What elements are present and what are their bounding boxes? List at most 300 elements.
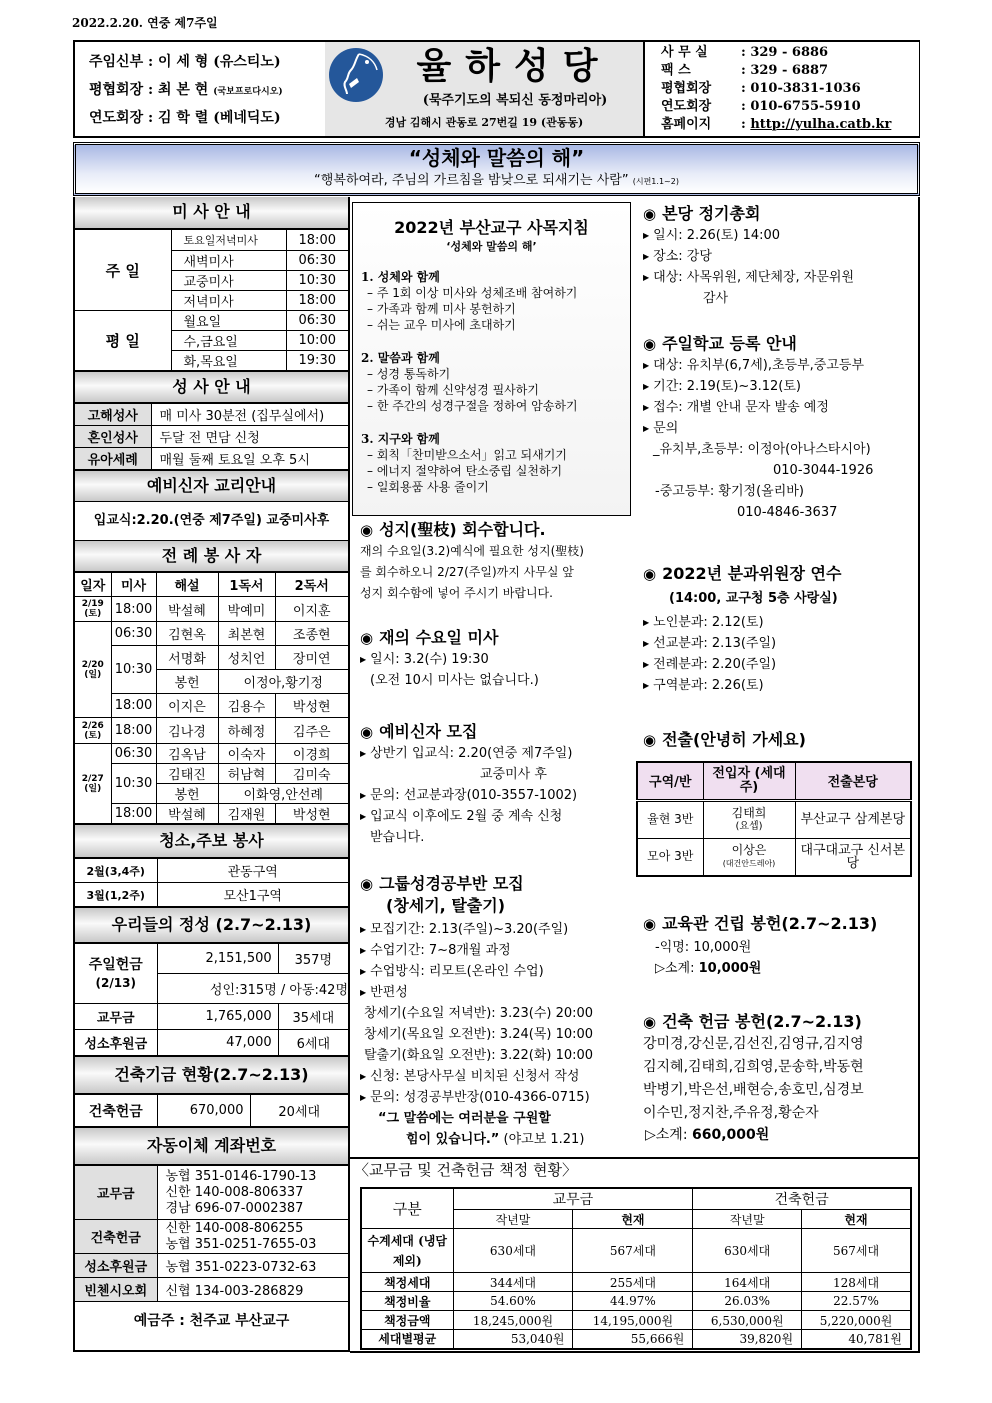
mass-schedule-table [75, 229, 348, 371]
assembly-line [643, 267, 915, 288]
subtotal-label: 소계: [665, 961, 695, 976]
assembly-line: 감사 [703, 291, 729, 306]
education-hall-title [643, 913, 915, 935]
mass-time: 18:00 [286, 230, 348, 251]
sunday-label: 주 일 [75, 230, 171, 311]
training-text: 노인분과: 2.12(토) [653, 615, 764, 630]
account-number: 농협 351-0223-0732-63 [157, 1254, 348, 1278]
left-column [73, 197, 350, 1352]
donor-names: 박병기,박은선,배현승,송호민,심경보 [643, 1082, 864, 1098]
mass-name: 수,금요일 [171, 331, 286, 351]
mass-time: 10:00 [286, 331, 348, 351]
circle-dot-icon: ◉ [360, 875, 374, 893]
liturgy-servers-table [75, 572, 348, 824]
sunday-collection-amount: 2,151,500 [157, 944, 278, 974]
triangle-bullet-icon: ▶ [643, 231, 650, 240]
cell-value: 567세대 [802, 1229, 911, 1273]
cell-value: 18,245,000원 [453, 1311, 573, 1330]
bible-line [360, 1066, 632, 1087]
church-address: 경남 김해시 관동로 27번길 19 (관동동) [384, 116, 584, 129]
col-current: 현재 [573, 1210, 693, 1229]
assembly-line [643, 225, 915, 246]
offering-amount: 1,765,000 [157, 1004, 278, 1030]
account-number: 농협 351-0251-7655-03 [165, 1236, 317, 1252]
moveout-member [703, 800, 795, 838]
homepage-row: 홈페이지 : http://yulha.catb.kr [661, 117, 892, 132]
cleaning-heading: 청소,주보 봉사 [75, 824, 348, 858]
triangle-bullet-icon: ▶ [643, 618, 650, 627]
offerings-heading: 우리들의 정성 (2.7~2.13) [75, 907, 348, 943]
recruit-line: 교중미사 후 [480, 767, 547, 782]
server-name: 김나경 [156, 718, 218, 744]
mass-time: 06:30 [111, 622, 156, 646]
circle-dot-icon: ◉ [643, 565, 657, 583]
church-subtitle: (묵주기도의 복되신 동정마리아) [422, 93, 608, 108]
date-cell: 2/26 (토) [75, 718, 111, 744]
auto-transfer-heading: 자동이체 계좌번호 [75, 1127, 348, 1165]
plan-item: – 가족이 함께 신약성경 필사하기 [367, 383, 539, 397]
bible-line [360, 961, 632, 982]
date-cell: 2/27 (일) [75, 744, 111, 824]
server-name: 김옥남 [156, 744, 218, 764]
cell-value: 22.57% [802, 1292, 911, 1311]
plan-item: – 회칙「찬미받으소서」읽고 되새기기 [367, 448, 567, 462]
liturgy-servers-heading: 전 례 봉 사 자 [75, 540, 348, 572]
cell-value: 5,220,000원 [802, 1311, 911, 1330]
server-name: 이지은 [156, 694, 218, 718]
account-number: 신협 134-003-286829 [157, 1278, 348, 1302]
server-name: 김태진 [156, 764, 218, 784]
triangle-bullet-icon: ▶ [643, 403, 650, 412]
subtotal-value: 10,000원 [698, 961, 762, 976]
building-fund-amount: 670,000 [157, 1095, 250, 1127]
cell-value: 344세대 [453, 1273, 573, 1292]
pastoral-plan-subtitle: ‘성체와 말씀의 해’ [446, 240, 537, 253]
moveout-title-row [643, 729, 915, 751]
contact-label: 연도회장 [661, 99, 712, 114]
sunday-collection-text: 주일헌금 [88, 956, 143, 973]
education-hall-title-text: 교육관 건립 봉헌(2.7~2.13) [662, 914, 878, 933]
building-donation-notice [643, 1011, 915, 1146]
recruit-text: 상반기 입교식: 2.20(연중 제7주일) [370, 746, 573, 761]
contact-value: 010-6755-5910 [750, 99, 861, 114]
sacrament-desc: 매월 둘째 토요일 오후 5시 [151, 448, 348, 470]
play-triangle-icon: ▷ [655, 961, 665, 976]
sunday-school-notice [643, 333, 915, 523]
member-baptism-name: (대건안드레아) [722, 858, 776, 868]
triangle-bullet-icon: ▶ [360, 812, 367, 821]
col-last-year: 작년말 [693, 1210, 802, 1229]
cleaning-area: 모산1구역 [157, 883, 348, 907]
triangle-bullet-icon: ▶ [360, 988, 367, 997]
contact-label: 사 무 실 [661, 45, 708, 60]
cell-value: 26.03% [693, 1292, 802, 1311]
col-commentator: 해설 [156, 573, 218, 597]
training-subtitle: (14:00, 교구청 5층 사랑실) [669, 591, 838, 606]
sacrament-name: 유아세례 [75, 448, 151, 470]
mass-time: 06:30 [286, 251, 348, 271]
education-hall-notice [643, 913, 915, 979]
bible-quote-text: 힘이 있습니다.” [406, 1132, 500, 1147]
mass-name: 화,목요일 [171, 351, 286, 371]
moveout-table [636, 761, 912, 877]
circle-dot-icon: ◉ [360, 629, 374, 647]
theme-subtitle [76, 171, 917, 192]
cell-value: 40,781원 [802, 1330, 911, 1349]
col-group-diocese-dues: 교무금 [453, 1188, 693, 1210]
row-label: 책정금액 [361, 1311, 453, 1330]
training-line [643, 675, 915, 696]
assessment-section [350, 1157, 920, 1353]
server-name: 김주은 [275, 718, 348, 744]
plan-item: – 에너지 절약하여 탄소중립 실천하기 [367, 464, 563, 478]
bible-quote-line2 [360, 1129, 632, 1150]
server-name: 김재원 [218, 804, 275, 824]
triangle-bullet-icon: ▶ [360, 925, 367, 934]
triangle-bullet-icon: ▶ [643, 273, 650, 282]
offering-name: 성소후원금 [75, 1030, 157, 1056]
donor-names: 김지혜,김태희,김희영,문송학,박동현 [643, 1059, 864, 1075]
building-fund-name: 건축헌금 [75, 1095, 157, 1127]
recruit-title-text: 예비신자 모집 [379, 722, 478, 741]
offering-amount: 47,000 [157, 1030, 278, 1056]
triangle-bullet-icon: ▶ [643, 252, 650, 261]
moveout-area: 모아 3반 [637, 838, 703, 876]
contact-label: 팩 스 [661, 63, 691, 78]
server-name: 하혜정 [218, 718, 275, 744]
offering-count: 6세대 [278, 1030, 348, 1056]
triangle-bullet-icon: ▶ [360, 946, 367, 955]
plan-item: – 성경 통독하기 [367, 367, 451, 381]
offertory-names: 이정아,황기정 [218, 670, 348, 694]
training-text: 선교분과: 2.13(주일) [653, 636, 777, 651]
moveout-member [703, 838, 795, 876]
mass-time: 10:30 [111, 646, 156, 694]
server-name: 최본현 [218, 622, 275, 646]
sunday-school-phone: 010-3044-1926 [773, 463, 874, 478]
palm-title [360, 519, 632, 541]
mass-time: 18:00 [286, 291, 348, 311]
weekday-label: 평 일 [75, 311, 171, 371]
training-text: 구역분과: 2.26(토) [653, 678, 764, 693]
cell-value: 630세대 [693, 1229, 802, 1273]
triangle-bullet-icon: ▶ [643, 639, 650, 648]
offertory-label: 봉헌 [156, 784, 218, 804]
recruit-line [360, 743, 632, 764]
bible-text: 모집기간: 2.13(주일)~3.20(주일) [370, 922, 569, 937]
triangle-bullet-icon: ▶ [360, 1093, 367, 1102]
issue-date: 2022.2.20. 연중 제7주일 [72, 16, 218, 30]
server-name: 성치언 [218, 646, 275, 670]
right-column [635, 197, 920, 1157]
sunday-collection-label [75, 944, 157, 1004]
server-name: 조종현 [275, 622, 348, 646]
account-numbers [157, 1166, 348, 1220]
recruit-line [360, 806, 632, 827]
offertory-label: 봉헌 [156, 670, 218, 694]
catechumen-recruit-notice [360, 721, 632, 848]
council-president-baptism-name: (국보프로다시오) [213, 87, 283, 97]
cleaning-table [75, 858, 348, 907]
assembly-title [643, 203, 915, 225]
account-purpose: 교무금 [75, 1166, 157, 1220]
row-label: 책정세대 [361, 1273, 453, 1292]
offerings-table [75, 943, 348, 1056]
building-fund-count: 20세대 [250, 1095, 348, 1127]
donor-names: 강미경,강신문,김선진,김영규,김지영 [643, 1036, 864, 1052]
pastor-label: 주임신부 : 이 세 형 [89, 54, 209, 70]
mass-guide-heading: 미 사 안 내 [75, 197, 348, 229]
cell-value: 567세대 [573, 1229, 693, 1273]
row-label: 수계세대 (냉담제외) [361, 1229, 453, 1273]
sunday-school-text: 대상: 유치부(6,7세),초등부,중고등부 [653, 358, 865, 373]
palm-notice [360, 519, 632, 604]
attendance-breakdown: 성인:315명 / 아동:42명 [157, 974, 348, 1004]
account-purpose: 건축헌금 [75, 1220, 157, 1254]
training-notice [643, 563, 915, 696]
bible-title [360, 873, 632, 895]
col-mass: 미사 [111, 573, 156, 597]
triangle-bullet-icon: ▶ [643, 382, 650, 391]
contact-value: 329 - 6887 [750, 63, 829, 78]
row-label: 세대별평균 [361, 1330, 453, 1349]
funeral-president-row [89, 106, 325, 134]
mass-time: 10:30 [111, 764, 156, 804]
triangle-bullet-icon: ▶ [643, 660, 650, 669]
bible-text: 문의: 성경공부반장(010-4366-0715) [370, 1090, 590, 1105]
triangle-bullet-icon: ▶ [360, 749, 367, 758]
building-fund-table [75, 1094, 348, 1127]
ash-wednesday-note: (오전 10시 미사는 없습니다.) [370, 673, 539, 688]
triangle-bullet-icon: ▶ [360, 655, 367, 664]
assembly-text: 대상: 사목위원, 제단체장, 자문위원 [653, 270, 855, 285]
bible-quote-ref: (야고보 1.21) [503, 1132, 585, 1147]
col-parish: 전출본당 [795, 762, 911, 800]
sacrament-desc: 매 미사 30분전 (집무실에서) [151, 404, 348, 426]
ash-wednesday-notice [360, 627, 632, 691]
circle-dot-icon: ◉ [643, 205, 657, 223]
palm-line: 성지 회수함에 넣어 주시기 바랍니다. [360, 586, 553, 600]
funeral-president-baptism-name: (베네딕도) [213, 110, 281, 126]
catechumen-guide-heading: 예비신자 교리안내 [75, 470, 348, 502]
col-reader1: 1독서 [218, 573, 275, 597]
cell-value: 44.97% [573, 1292, 693, 1311]
plan-item: – 일회용품 사용 줄이기 [367, 480, 489, 494]
bible-line [360, 940, 632, 961]
circle-dot-icon: ◉ [643, 731, 657, 749]
account-number: 농협 351-0146-1790-13 [165, 1168, 317, 1184]
bible-line [360, 982, 632, 1003]
col-category: 구분 [361, 1188, 453, 1229]
sunday-school-text: 기간: 2.19(토)~3.12(토) [653, 379, 801, 394]
council-president-row [89, 78, 325, 106]
col-date: 일자 [75, 573, 111, 597]
server-name: 김현옥 [156, 622, 218, 646]
cell-value: 6,530,000원 [693, 1311, 802, 1330]
homepage-link[interactable]: http://yulha.catb.kr [750, 117, 892, 132]
server-name: 장미연 [275, 646, 348, 670]
building-fund-heading: 건축기금 현황(2.7~2.13) [75, 1056, 348, 1094]
building-donation-subtotal [643, 1125, 915, 1146]
server-name: 박설혜 [156, 804, 218, 824]
plan-item: – 한 주간의 성경구절을 정하여 암송하기 [367, 399, 578, 413]
training-title-text: 2022년 분과위원장 연수 [662, 564, 842, 583]
mass-time: 18:00 [111, 804, 156, 824]
assembly-text: 일시: 2.26(토) 14:00 [653, 228, 781, 243]
sacrament-desc: 두달 전 면담 신청 [151, 426, 348, 448]
server-name: 이숙자 [218, 744, 275, 764]
ash-wednesday-line [360, 649, 632, 670]
triangle-bullet-icon: ▶ [643, 424, 650, 433]
mass-time: 06:30 [286, 311, 348, 331]
cell-value: 630세대 [453, 1229, 573, 1273]
church-name: 율하성당 [416, 46, 612, 87]
cell-value: 53,040원 [453, 1330, 573, 1349]
bible-text: 신청: 본당사무실 비치된 신청서 작성 [370, 1069, 580, 1084]
bible-class: 창세기(목요일 오전반): 3.24(목) 10:00 [364, 1027, 594, 1042]
council-phone-row: 평협회장 : 010-3831-1036 [661, 81, 861, 96]
sunday-attendance: 357명 [278, 944, 348, 974]
col-reader2: 2독서 [275, 573, 348, 597]
bible-class: 창세기(수요일 저녁반): 3.23(수) 20:00 [364, 1006, 594, 1021]
col-last-year: 작년말 [453, 1210, 573, 1229]
date-cell: 2/20 (일) [75, 622, 111, 718]
row-label: 책정비율 [361, 1292, 453, 1311]
funeral-president-label: 연도회장 : 김 학 렬 [89, 110, 209, 126]
sunday-school-line [643, 397, 915, 418]
cell-value: 164세대 [693, 1273, 802, 1292]
year-theme-banner [73, 142, 920, 196]
col-area: 구역/반 [637, 762, 703, 800]
sunday-school-contact: _유치부,초등부: 이정아(아나스타시아) [653, 442, 871, 457]
server-name: 박설혜 [156, 597, 218, 622]
middle-column [350, 197, 635, 1157]
mass-name: 토요일저녁미사 [171, 230, 286, 251]
account-number: 신한 140-008-806255 [165, 1220, 304, 1236]
sunday-school-text: 문의 [653, 421, 679, 436]
pastoral-plan-box [352, 202, 631, 516]
col-group-building-fund: 건축헌금 [693, 1188, 911, 1210]
theme-reference: (시편1.1~2) [632, 177, 679, 186]
moveout-parish: 대구대교구 신서본당 [795, 838, 911, 876]
education-hall-line: -익명: 10,000원 [655, 940, 752, 955]
sacrament-name: 고해성사 [75, 404, 151, 426]
training-text: 전례분과: 2.20(주일) [653, 657, 777, 672]
col-member: 전입자 (세대주) [703, 762, 795, 800]
subtotal-label: 소계: [655, 1127, 688, 1143]
sacrament-table [75, 403, 348, 470]
ash-wednesday-date: 일시: 3.2(수) 19:30 [370, 652, 489, 667]
mass-time: 10:30 [286, 271, 348, 291]
ash-wednesday-title-text: 재의 수요일 미사 [379, 628, 499, 647]
clergy-info [75, 42, 325, 136]
contact-label: 홈페이지 [661, 117, 712, 132]
theme-quote: “행복하여라, 주님의 가르침을 밤낮으로 되새기는 사람” [314, 173, 629, 188]
education-hall-subtotal [643, 958, 915, 979]
bible-text: 수업방식: 리모트(온라인 수업) [370, 964, 544, 979]
contact-value: 010-3831-1036 [750, 81, 861, 96]
bible-text: 반편성 [370, 985, 408, 1000]
pastor-row [89, 50, 325, 78]
accounts-table [75, 1165, 348, 1302]
praying-mary-logo-icon [329, 48, 383, 102]
account-purpose: 성소후원금 [75, 1254, 157, 1278]
training-line [643, 612, 915, 633]
cell-value: 54.60% [453, 1292, 573, 1311]
account-number: 경남 696-07-0002387 [165, 1200, 304, 1216]
building-donation-title-text: 건축 헌금 봉헌(2.7~2.13) [662, 1012, 862, 1031]
bible-quote: “그 말씀에는 여러분을 구원할 [378, 1111, 551, 1126]
bible-subtitle: (창세기, 탈출기) [386, 896, 506, 915]
assembly-text: 장소: 강당 [653, 249, 712, 264]
pastor-baptism-name: (유스티노) [213, 54, 281, 70]
contact-info [643, 42, 919, 136]
sacrament-name: 혼인성사 [75, 426, 151, 448]
col-current: 현재 [802, 1210, 911, 1229]
server-name: 김미숙 [275, 764, 348, 784]
palm-title-text: 성지(聖枝) 회수합니다. [379, 520, 546, 539]
circle-dot-icon: ◉ [360, 521, 374, 539]
contact-label: 평협회장 [661, 81, 712, 96]
assessment-title: 〈교무금 및 건축헌금 책정 현황〉 [354, 1161, 577, 1179]
server-name: 허남혁 [218, 764, 275, 784]
sunday-school-line [643, 418, 915, 439]
sunday-school-contact: -중고등부: 황기정(올리바) [655, 484, 804, 499]
server-name: 김용수 [218, 694, 275, 718]
circle-dot-icon: ◉ [643, 335, 657, 353]
mass-time: 18:00 [111, 597, 156, 622]
server-name: 이경희 [275, 744, 348, 764]
cleaning-period: 2월(3,4주) [75, 859, 157, 883]
recruit-line: 받습니다. [370, 830, 425, 845]
mass-time: 18:00 [111, 694, 156, 718]
bible-title-text: 그룹성경공부반 모집 [379, 874, 524, 893]
member-baptism-name: (요셉) [735, 820, 763, 832]
pastoral-plan-title: 2022년 부산교구 사목지침 [394, 218, 589, 237]
general-assembly-notice [643, 203, 915, 309]
recruit-text: 입교식 이후에도 2월 중 계속 신청 [370, 809, 563, 824]
plan-section-heading: 1. 성체와 함께 [361, 270, 440, 284]
cell-value: 39,820원 [693, 1330, 802, 1349]
bible-line [360, 919, 632, 940]
cell-value: 14,195,000원 [573, 1311, 693, 1330]
theme-title: “성체와 말씀의 해” [408, 146, 585, 170]
moveout-area: 율현 3반 [637, 800, 703, 838]
server-name: 이지훈 [275, 597, 348, 622]
council-president-label: 평협회장 : 최 본 현 [89, 82, 209, 98]
plan-item: – 주 1회 이상 미사와 성체조배 참여하기 [367, 286, 578, 300]
contact-value: 329 - 6886 [750, 45, 829, 60]
account-number: 신한 140-008-806337 [165, 1184, 304, 1200]
sunday-school-phone: 010-4846-3637 [737, 505, 838, 520]
triangle-bullet-icon: ▶ [360, 1072, 367, 1081]
recruit-text: 문의: 선교분과장(010-3557-1002) [370, 788, 578, 803]
account-holder: 예금주 : 천주교 부산교구 [133, 1313, 290, 1329]
triangle-bullet-icon: ▶ [360, 791, 367, 800]
building-donation-title [643, 1011, 915, 1033]
account-numbers [157, 1220, 348, 1254]
cell-value: 255세대 [573, 1273, 693, 1292]
mass-name: 교중미사 [171, 271, 286, 291]
sunday-school-title [643, 333, 915, 355]
mass-name: 월요일 [171, 311, 286, 331]
sunday-collection-date: (2/13) [95, 975, 136, 990]
ash-wednesday-title [360, 627, 632, 649]
server-name: 박성현 [275, 694, 348, 718]
subtotal-value: 660,000원 [692, 1127, 770, 1143]
moveout-parish: 부산교구 삼계본당 [795, 800, 911, 838]
training-line [643, 654, 915, 675]
